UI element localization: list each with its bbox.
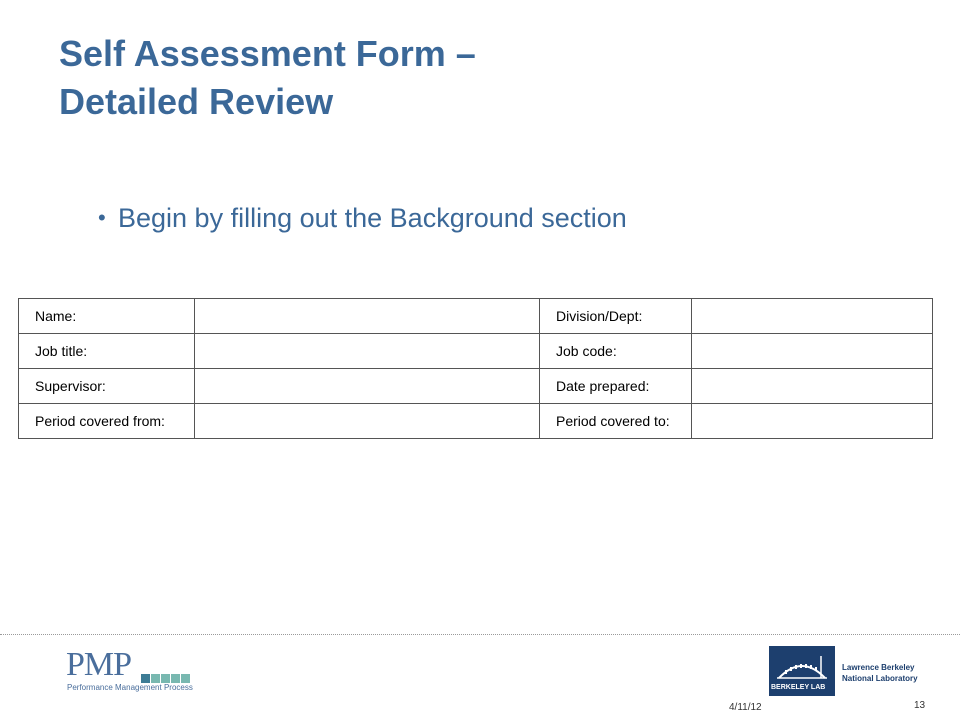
footer-divider (0, 634, 960, 635)
page-number: 13 (914, 700, 926, 711)
footer-date: 4/11/12 (729, 702, 762, 713)
berkeley-lab-name-line-2: National Laboratory (842, 674, 918, 683)
name-label: Name: (19, 299, 195, 334)
job-title-field[interactable] (195, 334, 540, 369)
bullet-text: Begin by filling out the Background section (118, 203, 627, 233)
berkeley-lab-mark (769, 646, 835, 696)
job-code-label: Job code: (540, 334, 692, 369)
job-title-label: Job title: (19, 334, 195, 369)
period-from-field[interactable] (195, 404, 540, 439)
date-prepared-label: Date prepared: (540, 369, 692, 404)
division-dept-field[interactable] (692, 299, 933, 334)
slide-title (59, 30, 476, 126)
pmp-logo-mark: PMP (66, 646, 132, 683)
berkeley-lab-name-line-1: Lawrence Berkeley (842, 663, 915, 672)
pmp-logo-subtitle: Performance Management Process (67, 683, 193, 692)
table-row (19, 299, 933, 334)
table-row (19, 404, 933, 439)
berkeley-lab-box-text: BERKELEY LAB (771, 684, 826, 691)
bullet-list (98, 200, 627, 236)
supervisor-field[interactable] (195, 369, 540, 404)
bullet-dot-icon: • (98, 205, 106, 230)
cyclotron-building-icon (775, 652, 829, 682)
period-from-label: Period covered from: (19, 404, 195, 439)
table-row (19, 369, 933, 404)
slide-title-line-2: Detailed Review (59, 81, 334, 122)
supervisor-label: Supervisor: (19, 369, 195, 404)
pmp-logo (66, 648, 196, 696)
division-dept-label: Division/Dept: (540, 299, 692, 334)
berkeley-lab-name (842, 662, 918, 684)
table-row (19, 334, 933, 369)
slide-title-line-1: Self Assessment Form – (59, 33, 476, 74)
bullet-item (98, 200, 627, 236)
period-to-label: Period covered to: (540, 404, 692, 439)
berkeley-lab-logo (769, 646, 929, 696)
background-form-table (18, 298, 933, 439)
job-code-field[interactable] (692, 334, 933, 369)
period-to-field[interactable] (692, 404, 933, 439)
date-prepared-field[interactable] (692, 369, 933, 404)
name-field[interactable] (195, 299, 540, 334)
